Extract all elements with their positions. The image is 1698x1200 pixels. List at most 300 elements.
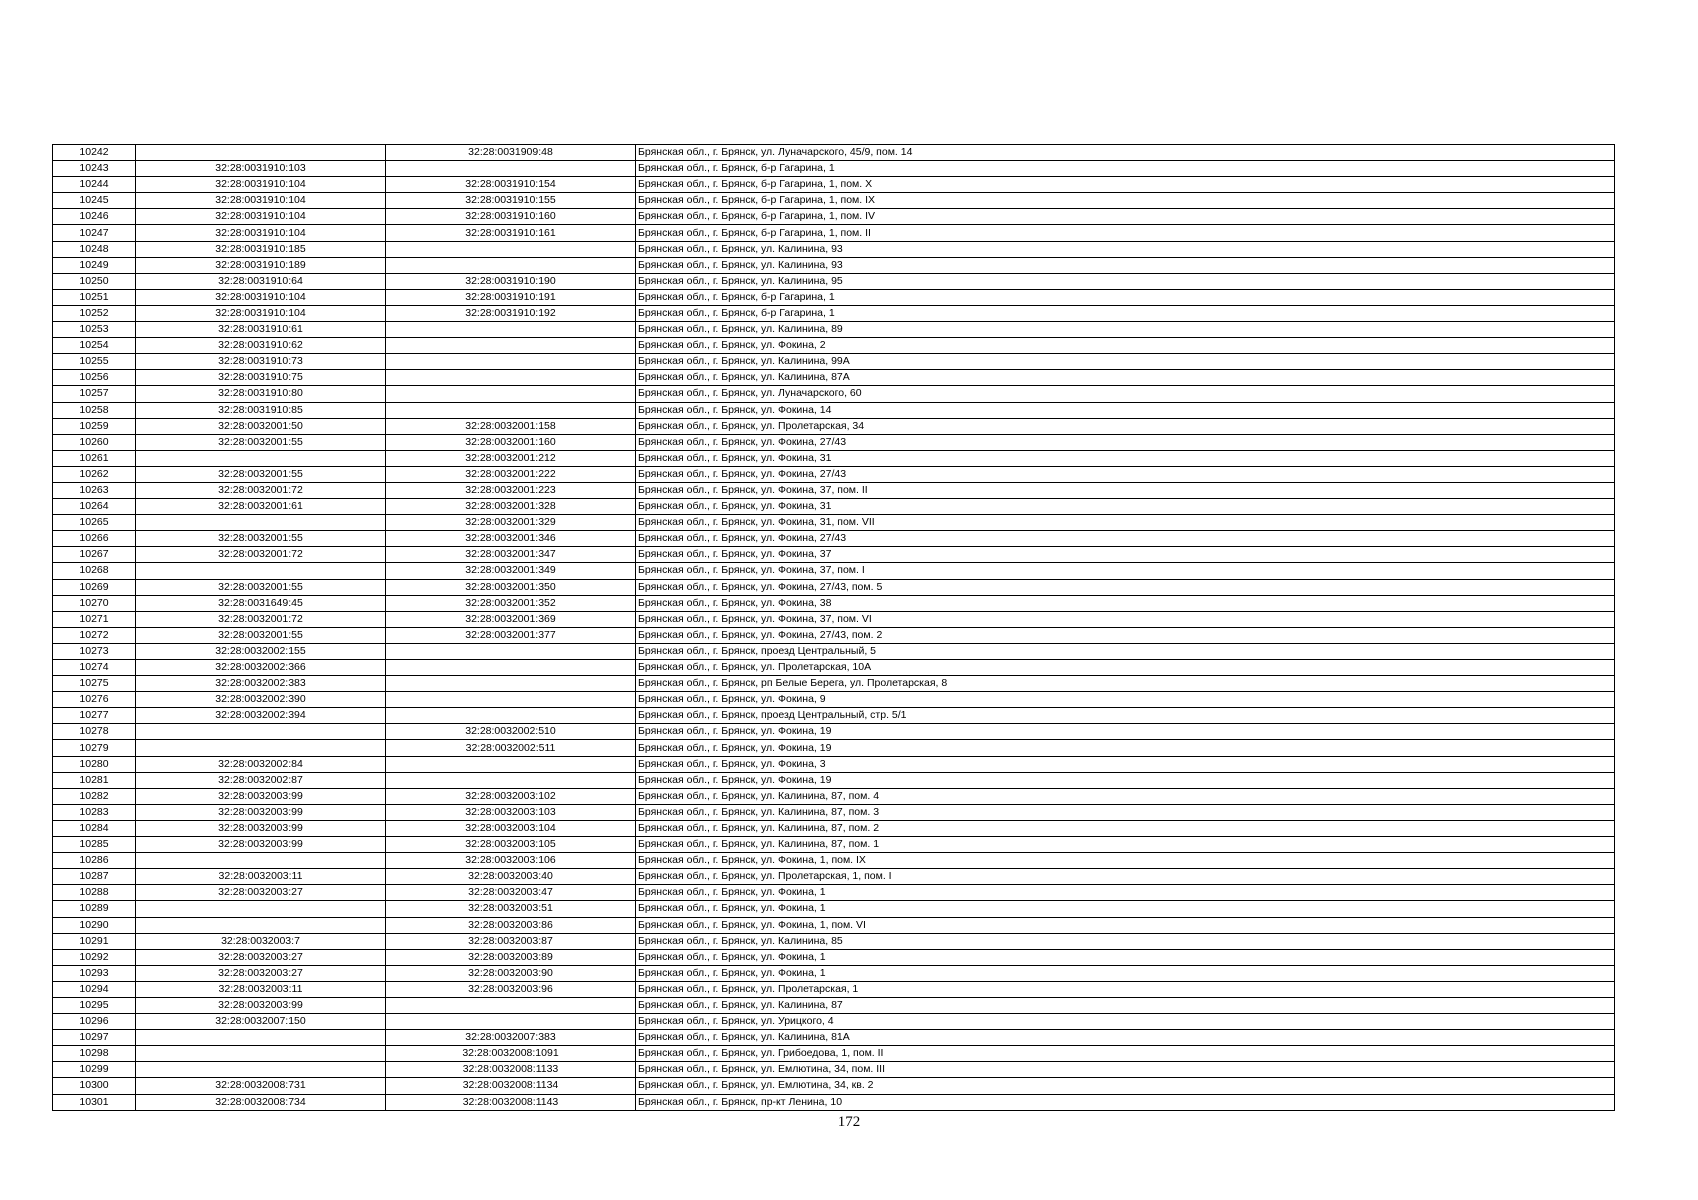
land-plot-number-cell: 32:28:0032001:55	[136, 466, 386, 482]
land-plot-number-cell: 32:28:0032003:99	[136, 820, 386, 836]
address-cell: Брянская обл., г. Брянск, ул. Фокина, 1	[636, 901, 1615, 917]
object-number-cell: 32:28:0032003:96	[386, 981, 636, 997]
land-plot-number-cell: 32:28:0032001:55	[136, 627, 386, 643]
table-row	[53, 225, 1615, 241]
row-number-cell: 10297	[53, 1030, 136, 1046]
object-number-cell: 32:28:0032001:328	[386, 499, 636, 515]
row-number-cell: 10289	[53, 901, 136, 917]
object-number-cell	[386, 643, 636, 659]
address-cell: Брянская обл., г. Брянск, ул. Калинина, 93	[636, 257, 1615, 273]
land-plot-number-cell: 32:28:0032002:390	[136, 692, 386, 708]
object-number-cell: 32:28:0032001:349	[386, 563, 636, 579]
object-number-cell: 32:28:0031910:191	[386, 289, 636, 305]
address-cell: Брянская обл., г. Брянск, ул. Калинина, 93	[636, 241, 1615, 257]
land-plot-number-cell: 32:28:0031910:103	[136, 161, 386, 177]
address-cell: Брянская обл., г. Брянск, ул. Фокина, 27/43, пом. 5	[636, 579, 1615, 595]
row-number-cell: 10300	[53, 1078, 136, 1094]
table-row	[53, 627, 1615, 643]
table-row	[53, 499, 1615, 515]
table-row	[53, 354, 1615, 370]
land-plot-number-cell	[136, 1046, 386, 1062]
address-cell: Брянская обл., г. Брянск, ул. Калинина, 95	[636, 273, 1615, 289]
land-plot-number-cell: 32:28:0032003:27	[136, 949, 386, 965]
address-cell: Брянская обл., г. Брянск, ул. Фокина, 1, пом. IX	[636, 853, 1615, 869]
land-plot-number-cell: 32:28:0032001:72	[136, 611, 386, 627]
table-row	[53, 1046, 1615, 1062]
table-row	[53, 837, 1615, 853]
row-number-cell: 10274	[53, 660, 136, 676]
table-row	[53, 708, 1615, 724]
land-plot-number-cell: 32:28:0032001:55	[136, 579, 386, 595]
object-number-cell: 32:28:0032001:369	[386, 611, 636, 627]
table-row	[53, 1014, 1615, 1030]
land-plot-number-cell: 32:28:0032008:734	[136, 1094, 386, 1110]
registry-table	[52, 144, 1615, 1111]
table-row	[53, 885, 1615, 901]
object-number-cell: 32:28:0032003:87	[386, 933, 636, 949]
address-cell: Брянская обл., г. Брянск, ул. Калинина, 81А	[636, 1030, 1615, 1046]
address-cell: Брянская обл., г. Брянск, рп Белые Берега, ул. Пролетарская, 8	[636, 676, 1615, 692]
land-plot-number-cell	[136, 1062, 386, 1078]
address-cell: Брянская обл., г. Брянск, ул. Калинина, 85	[636, 933, 1615, 949]
row-number-cell: 10254	[53, 338, 136, 354]
address-cell: Брянская обл., г. Брянск, ул. Калинина, 87А	[636, 370, 1615, 386]
row-number-cell: 10293	[53, 965, 136, 981]
address-cell: Брянская обл., г. Брянск, ул. Фокина, 2	[636, 338, 1615, 354]
object-number-cell: 32:28:0032003:90	[386, 965, 636, 981]
table-row	[53, 901, 1615, 917]
table-row	[53, 611, 1615, 627]
table-row	[53, 595, 1615, 611]
row-number-cell: 10294	[53, 981, 136, 997]
land-plot-number-cell: 32:28:0031910:104	[136, 193, 386, 209]
row-number-cell: 10279	[53, 740, 136, 756]
address-cell: Брянская обл., г. Брянск, б-р Гагарина, 1, пом. X	[636, 177, 1615, 193]
row-number-cell: 10244	[53, 177, 136, 193]
table-row	[53, 289, 1615, 305]
object-number-cell	[386, 997, 636, 1013]
object-number-cell: 32:28:0032003:89	[386, 949, 636, 965]
land-plot-number-cell: 32:28:0031910:104	[136, 209, 386, 225]
address-cell: Брянская обл., г. Брянск, ул. Фокина, 38	[636, 595, 1615, 611]
land-plot-number-cell	[136, 1030, 386, 1046]
land-plot-number-cell: 32:28:0032001:72	[136, 482, 386, 498]
address-cell: Брянская обл., г. Брянск, б-р Гагарина, 1	[636, 289, 1615, 305]
row-number-cell: 10273	[53, 643, 136, 659]
land-plot-number-cell	[136, 901, 386, 917]
object-number-cell: 32:28:0032001:329	[386, 515, 636, 531]
row-number-cell: 10243	[53, 161, 136, 177]
object-number-cell: 32:28:0032007:383	[386, 1030, 636, 1046]
row-number-cell: 10252	[53, 305, 136, 321]
object-number-cell: 32:28:0032003:106	[386, 853, 636, 869]
land-plot-number-cell: 32:28:0032002:394	[136, 708, 386, 724]
land-plot-number-cell: 32:28:0032003:99	[136, 837, 386, 853]
address-cell: Брянская обл., г. Брянск, ул. Фокина, 31	[636, 450, 1615, 466]
land-plot-number-cell: 32:28:0031910:62	[136, 338, 386, 354]
table-row	[53, 161, 1615, 177]
land-plot-number-cell: 32:28:0031910:104	[136, 289, 386, 305]
address-cell: Брянская обл., г. Брянск, ул. Пролетарская, 10А	[636, 660, 1615, 676]
row-number-cell: 10255	[53, 354, 136, 370]
object-number-cell: 32:28:0032001:223	[386, 482, 636, 498]
land-plot-number-cell: 32:28:0032002:87	[136, 772, 386, 788]
address-cell: Брянская обл., г. Брянск, ул. Фокина, 37, пом. II	[636, 482, 1615, 498]
table-row	[53, 692, 1615, 708]
land-plot-number-cell	[136, 145, 386, 161]
table-row	[53, 547, 1615, 563]
land-plot-number-cell: 32:28:0031910:61	[136, 322, 386, 338]
table-row	[53, 1078, 1615, 1094]
object-number-cell: 32:28:0032001:222	[386, 466, 636, 482]
row-number-cell: 10298	[53, 1046, 136, 1062]
object-number-cell: 32:28:0032001:347	[386, 547, 636, 563]
row-number-cell: 10250	[53, 273, 136, 289]
land-plot-number-cell	[136, 724, 386, 740]
land-plot-number-cell: 32:28:0032003:27	[136, 885, 386, 901]
table-row	[53, 466, 1615, 482]
table-row	[53, 193, 1615, 209]
object-number-cell: 32:28:0031910:160	[386, 209, 636, 225]
land-plot-number-cell: 32:28:0032001:61	[136, 499, 386, 515]
land-plot-number-cell: 32:28:0032002:366	[136, 660, 386, 676]
table-row	[53, 869, 1615, 885]
land-plot-number-cell: 32:28:0031910:104	[136, 305, 386, 321]
row-number-cell: 10257	[53, 386, 136, 402]
address-cell: Брянская обл., г. Брянск, проезд Центральный, стр. 5/1	[636, 708, 1615, 724]
table-row	[53, 434, 1615, 450]
table-row	[53, 756, 1615, 772]
row-number-cell: 10278	[53, 724, 136, 740]
row-number-cell: 10292	[53, 949, 136, 965]
address-cell: Брянская обл., г. Брянск, ул. Фокина, 19	[636, 772, 1615, 788]
land-plot-number-cell: 32:28:0031649:45	[136, 595, 386, 611]
table-row	[53, 515, 1615, 531]
address-cell: Брянская обл., г. Брянск, ул. Фокина, 3	[636, 756, 1615, 772]
address-cell: Брянская обл., г. Брянск, ул. Пролетарская, 1	[636, 981, 1615, 997]
address-cell: Брянская обл., г. Брянск, ул. Пролетарская, 1, пом. I	[636, 869, 1615, 885]
address-cell: Брянская обл., г. Брянск, ул. Фокина, 31	[636, 499, 1615, 515]
row-number-cell: 10260	[53, 434, 136, 450]
land-plot-number-cell	[136, 563, 386, 579]
land-plot-number-cell	[136, 853, 386, 869]
table-row	[53, 402, 1615, 418]
row-number-cell: 10277	[53, 708, 136, 724]
land-plot-number-cell: 32:28:0032001:72	[136, 547, 386, 563]
object-number-cell: 32:28:0031910:190	[386, 273, 636, 289]
land-plot-number-cell: 32:28:0031910:85	[136, 402, 386, 418]
address-cell: Брянская обл., г. Брянск, ул. Фокина, 27/43, пом. 2	[636, 627, 1615, 643]
table-row	[53, 418, 1615, 434]
table-row	[53, 241, 1615, 257]
row-number-cell: 10290	[53, 917, 136, 933]
table-row	[53, 643, 1615, 659]
address-cell: Брянская обл., г. Брянск, ул. Фокина, 27/43	[636, 531, 1615, 547]
table-row	[53, 482, 1615, 498]
table-row	[53, 386, 1615, 402]
object-number-cell: 32:28:0031910:155	[386, 193, 636, 209]
land-plot-number-cell: 32:28:0032002:383	[136, 676, 386, 692]
object-number-cell	[386, 161, 636, 177]
object-number-cell: 32:28:0032003:40	[386, 869, 636, 885]
table-row	[53, 676, 1615, 692]
row-number-cell: 10270	[53, 595, 136, 611]
land-plot-number-cell: 32:28:0032007:150	[136, 1014, 386, 1030]
land-plot-number-cell: 32:28:0031910:189	[136, 257, 386, 273]
land-plot-number-cell: 32:28:0031910:75	[136, 370, 386, 386]
address-cell: Брянская обл., г. Брянск, проезд Центральный, 5	[636, 643, 1615, 659]
object-number-cell	[386, 756, 636, 772]
table-row	[53, 788, 1615, 804]
address-cell: Брянская обл., г. Брянск, пр-кт Ленина, 10	[636, 1094, 1615, 1110]
object-number-cell: 32:28:0031910:192	[386, 305, 636, 321]
land-plot-number-cell: 32:28:0032002:155	[136, 643, 386, 659]
object-number-cell	[386, 370, 636, 386]
row-number-cell: 10282	[53, 788, 136, 804]
table-row	[53, 1062, 1615, 1078]
address-cell: Брянская обл., г. Брянск, ул. Фокина, 1	[636, 949, 1615, 965]
object-number-cell: 32:28:0032003:105	[386, 837, 636, 853]
object-number-cell	[386, 322, 636, 338]
row-number-cell: 10246	[53, 209, 136, 225]
table-row	[53, 305, 1615, 321]
object-number-cell	[386, 354, 636, 370]
row-number-cell: 10256	[53, 370, 136, 386]
object-number-cell	[386, 692, 636, 708]
address-cell: Брянская обл., г. Брянск, ул. Фокина, 1	[636, 885, 1615, 901]
object-number-cell: 32:28:0032001:346	[386, 531, 636, 547]
land-plot-number-cell: 32:28:0032001:55	[136, 531, 386, 547]
table-row	[53, 531, 1615, 547]
row-number-cell: 10296	[53, 1014, 136, 1030]
object-number-cell: 32:28:0032002:510	[386, 724, 636, 740]
land-plot-number-cell: 32:28:0031910:104	[136, 177, 386, 193]
table-row	[53, 724, 1615, 740]
object-number-cell	[386, 338, 636, 354]
land-plot-number-cell: 32:28:0032003:11	[136, 981, 386, 997]
land-plot-number-cell: 32:28:0032003:7	[136, 933, 386, 949]
address-cell: Брянская обл., г. Брянск, ул. Фокина, 27/43	[636, 434, 1615, 450]
object-number-cell	[386, 772, 636, 788]
row-number-cell: 10288	[53, 885, 136, 901]
object-number-cell: 32:28:0031910:154	[386, 177, 636, 193]
row-number-cell: 10253	[53, 322, 136, 338]
row-number-cell: 10275	[53, 676, 136, 692]
table-row	[53, 145, 1615, 161]
object-number-cell: 32:28:0032001:352	[386, 595, 636, 611]
object-number-cell: 32:28:0032001:158	[386, 418, 636, 434]
land-plot-number-cell: 32:28:0031910:185	[136, 241, 386, 257]
address-cell: Брянская обл., г. Брянск, б-р Гагарина, 1	[636, 161, 1615, 177]
row-number-cell: 10285	[53, 837, 136, 853]
address-cell: Брянская обл., г. Брянск, ул. Пролетарская, 34	[636, 418, 1615, 434]
object-number-cell: 32:28:0032008:1091	[386, 1046, 636, 1062]
land-plot-number-cell	[136, 450, 386, 466]
land-plot-number-cell: 32:28:0031910:73	[136, 354, 386, 370]
table-row	[53, 209, 1615, 225]
object-number-cell	[386, 676, 636, 692]
table-row	[53, 981, 1615, 997]
table-row	[53, 660, 1615, 676]
row-number-cell: 10258	[53, 402, 136, 418]
object-number-cell: 32:28:0032001:350	[386, 579, 636, 595]
address-cell: Брянская обл., г. Брянск, ул. Калинина, 89	[636, 322, 1615, 338]
row-number-cell: 10271	[53, 611, 136, 627]
address-cell: Брянская обл., г. Брянск, ул. Грибоедова, 1, пом. II	[636, 1046, 1615, 1062]
row-number-cell: 10265	[53, 515, 136, 531]
address-cell: Брянская обл., г. Брянск, б-р Гагарина, 1	[636, 305, 1615, 321]
address-cell: Брянская обл., г. Брянск, ул. Калинина, 87, пом. 4	[636, 788, 1615, 804]
address-cell: Брянская обл., г. Брянск, ул. Луначарского, 60	[636, 386, 1615, 402]
address-cell: Брянская обл., г. Брянск, ул. Калинина, 87, пом. 3	[636, 804, 1615, 820]
land-plot-number-cell: 32:28:0032001:55	[136, 434, 386, 450]
row-number-cell: 10281	[53, 772, 136, 788]
row-number-cell: 10262	[53, 466, 136, 482]
object-number-cell	[386, 241, 636, 257]
object-number-cell: 32:28:0032008:1134	[386, 1078, 636, 1094]
row-number-cell: 10269	[53, 579, 136, 595]
table-row	[53, 273, 1615, 289]
row-number-cell: 10263	[53, 482, 136, 498]
table-row	[53, 933, 1615, 949]
table-row	[53, 804, 1615, 820]
table-row	[53, 820, 1615, 836]
address-cell: Брянская обл., г. Брянск, ул. Калинина, 99А	[636, 354, 1615, 370]
row-number-cell: 10245	[53, 193, 136, 209]
row-number-cell: 10299	[53, 1062, 136, 1078]
row-number-cell: 10261	[53, 450, 136, 466]
address-cell: Брянская обл., г. Брянск, ул. Фокина, 19	[636, 724, 1615, 740]
registry-table-body	[53, 145, 1615, 1111]
object-number-cell: 32:28:0032008:1133	[386, 1062, 636, 1078]
table-row	[53, 563, 1615, 579]
land-plot-number-cell: 32:28:0032003:27	[136, 965, 386, 981]
land-plot-number-cell: 32:28:0032003:11	[136, 869, 386, 885]
table-row	[53, 965, 1615, 981]
row-number-cell: 10248	[53, 241, 136, 257]
land-plot-number-cell	[136, 740, 386, 756]
object-number-cell: 32:28:0032003:102	[386, 788, 636, 804]
object-number-cell: 32:28:0032003:104	[386, 820, 636, 836]
address-cell: Брянская обл., г. Брянск, ул. Фокина, 14	[636, 402, 1615, 418]
row-number-cell: 10280	[53, 756, 136, 772]
address-cell: Брянская обл., г. Брянск, ул. Урицкого, 4	[636, 1014, 1615, 1030]
object-number-cell: 32:28:0032001:212	[386, 450, 636, 466]
object-number-cell: 32:28:0032003:86	[386, 917, 636, 933]
address-cell: Брянская обл., г. Брянск, ул. Фокина, 31, пом. VII	[636, 515, 1615, 531]
address-cell: Брянская обл., г. Брянск, ул. Фокина, 1	[636, 965, 1615, 981]
land-plot-number-cell: 32:28:0031910:80	[136, 386, 386, 402]
table-row	[53, 740, 1615, 756]
row-number-cell: 10242	[53, 145, 136, 161]
row-number-cell: 10276	[53, 692, 136, 708]
land-plot-number-cell: 32:28:0032001:50	[136, 418, 386, 434]
table-row	[53, 450, 1615, 466]
row-number-cell: 10267	[53, 547, 136, 563]
row-number-cell: 10247	[53, 225, 136, 241]
object-number-cell: 32:28:0031909:48	[386, 145, 636, 161]
address-cell: Брянская обл., г. Брянск, ул. Калинина, 87	[636, 997, 1615, 1013]
row-number-cell: 10251	[53, 289, 136, 305]
object-number-cell	[386, 660, 636, 676]
object-number-cell: 32:28:0032003:103	[386, 804, 636, 820]
address-cell: Брянская обл., г. Брянск, ул. Фокина, 19	[636, 740, 1615, 756]
object-number-cell: 32:28:0032008:1143	[386, 1094, 636, 1110]
land-plot-number-cell: 32:28:0031910:64	[136, 273, 386, 289]
land-plot-number-cell: 32:28:0032003:99	[136, 788, 386, 804]
table-row	[53, 257, 1615, 273]
land-plot-number-cell: 32:28:0031910:104	[136, 225, 386, 241]
table-row	[53, 853, 1615, 869]
address-cell: Брянская обл., г. Брянск, ул. Фокина, 27/43	[636, 466, 1615, 482]
address-cell: Брянская обл., г. Брянск, ул. Калинина, 87, пом. 2	[636, 820, 1615, 836]
row-number-cell: 10286	[53, 853, 136, 869]
address-cell: Брянская обл., г. Брянск, ул. Фокина, 37, пом. I	[636, 563, 1615, 579]
row-number-cell: 10291	[53, 933, 136, 949]
row-number-cell: 10301	[53, 1094, 136, 1110]
address-cell: Брянская обл., г. Брянск, ул. Емлютина, 34, пом. III	[636, 1062, 1615, 1078]
address-cell: Брянская обл., г. Брянск, ул. Фокина, 37, пом. VI	[636, 611, 1615, 627]
address-cell: Брянская обл., г. Брянск, б-р Гагарина, 1, пом. IX	[636, 193, 1615, 209]
land-plot-number-cell: 32:28:0032003:99	[136, 804, 386, 820]
object-number-cell: 32:28:0032001:377	[386, 627, 636, 643]
table-row	[53, 370, 1615, 386]
table-row	[53, 177, 1615, 193]
address-cell: Брянская обл., г. Брянск, ул. Фокина, 9	[636, 692, 1615, 708]
page-number: 172	[837, 1114, 861, 1130]
object-number-cell: 32:28:0031910:161	[386, 225, 636, 241]
row-number-cell: 10268	[53, 563, 136, 579]
table-row	[53, 772, 1615, 788]
row-number-cell: 10266	[53, 531, 136, 547]
object-number-cell	[386, 402, 636, 418]
land-plot-number-cell	[136, 515, 386, 531]
address-cell: Брянская обл., г. Брянск, ул. Фокина, 1, пом. VI	[636, 917, 1615, 933]
row-number-cell: 10284	[53, 820, 136, 836]
table-row	[53, 1094, 1615, 1110]
address-cell: Брянская обл., г. Брянск, б-р Гагарина, 1, пом. IV	[636, 209, 1615, 225]
row-number-cell: 10287	[53, 869, 136, 885]
address-cell: Брянская обл., г. Брянск, ул. Луначарского, 45/9, пом. 14	[636, 145, 1615, 161]
address-cell: Брянская обл., г. Брянск, ул. Емлютина, 34, кв. 2	[636, 1078, 1615, 1094]
table-row	[53, 322, 1615, 338]
land-plot-number-cell: 32:28:0032003:99	[136, 997, 386, 1013]
row-number-cell: 10283	[53, 804, 136, 820]
table-row	[53, 579, 1615, 595]
object-number-cell: 32:28:0032003:51	[386, 901, 636, 917]
object-number-cell	[386, 257, 636, 273]
table-row	[53, 949, 1615, 965]
address-cell: Брянская обл., г. Брянск, ул. Калинина, 87, пом. 1	[636, 837, 1615, 853]
address-cell: Брянская обл., г. Брянск, б-р Гагарина, 1, пом. II	[636, 225, 1615, 241]
table-row	[53, 997, 1615, 1013]
object-number-cell	[386, 386, 636, 402]
object-number-cell: 32:28:0032001:160	[386, 434, 636, 450]
row-number-cell: 10259	[53, 418, 136, 434]
object-number-cell: 32:28:0032002:511	[386, 740, 636, 756]
object-number-cell	[386, 708, 636, 724]
row-number-cell: 10272	[53, 627, 136, 643]
table-row	[53, 917, 1615, 933]
row-number-cell: 10295	[53, 997, 136, 1013]
row-number-cell: 10249	[53, 257, 136, 273]
address-cell: Брянская обл., г. Брянск, ул. Фокина, 37	[636, 547, 1615, 563]
row-number-cell: 10264	[53, 499, 136, 515]
land-plot-number-cell: 32:28:0032002:84	[136, 756, 386, 772]
object-number-cell	[386, 1014, 636, 1030]
object-number-cell: 32:28:0032003:47	[386, 885, 636, 901]
land-plot-number-cell	[136, 917, 386, 933]
